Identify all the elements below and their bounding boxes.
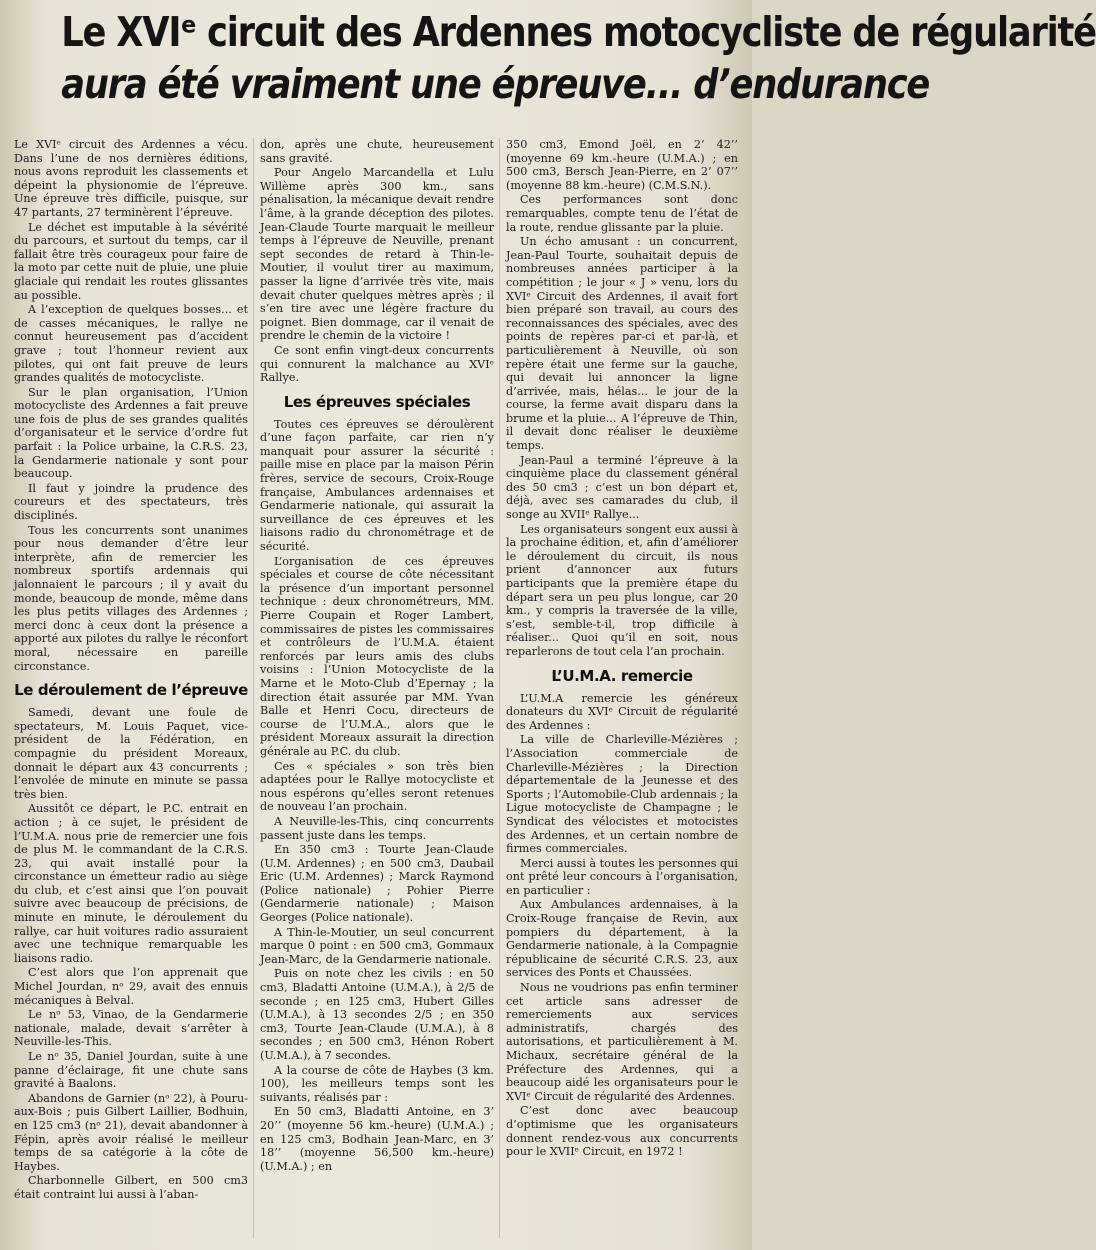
paragraph: Le déchet est imputable à la sévérité du parcours, et surtout du temps, car il fallait être très courageux pour faire de la moto par cette nuit de pluie, une pluie glaciale qui rendait les routes glissantes au possible. [14, 220, 248, 302]
column-divider [253, 138, 254, 1238]
paragraph: Un écho amusant : un concurrent, Jean-Paul Tourte, souhaitait depuis de nombreuses années participer à la compétition ; le jour « J » venu, lors du XVIᵉ Circuit des Ardennes, il avait fort bien préparé son travail, au cours des reconnaissances des spéciales, avec des points de repères par-ci et par-là, et particulièrement à Neuville, où son repère était une ferme sur la gauche, qui devait lui annoncer la ligne d’arrivée, mais, hélas... le jour de la course, la ferme avait disparu dans la brume et la pluie... A l’épreuve de Thin, il devait donc réaliser le deuxième temps. [506, 235, 738, 453]
paragraph: Il faut y joindre la prudence des coureurs et des spectateurs, très disciplinés. [14, 481, 248, 523]
paragraph: A la course de côte de Haybes (3 km. 100), les meilleurs temps sont les suivants, réalisés par : [260, 1063, 494, 1104]
paragraph: A l’exception de quelques bosses... et de casses mécaniques, le rallye ne connut heureusement pas d’accident grave ; tout l’honneur revient aux pilotes, qui ont fait preuve de leurs grandes qualités de motocycliste. [14, 303, 248, 385]
paragraph: A Neuville-les-This, cinq concurrents passent juste dans les temps. [260, 814, 494, 842]
paragraph: Ces « spéciales » son très bien adaptées pour le Rallye motocycliste et nous espérons qu’elles seront retenues de nouveau l’an prochain. [260, 759, 494, 814]
paragraph: Le XVIᵉ circuit des Ardennes a vécu. Dans l’une de nos dernières éditions, nous avons reproduit les classements et dépeint la physionomie de l’épreuve. Une épreuve très difficile, puisque, sur 47 partants, 27 terminèrent l’épreuve. [14, 138, 248, 219]
column-1 [14, 138, 248, 1246]
paragraph: Abandons de Garnier (nᵒ 22), à Pouru-aux-Bois ; puis Gilbert Laillier, Bodhuin, en 125 cm3 (nᵒ 21), devait abandonner à Fépin, après avoir réalisé le meilleur temps de sa catégorie à la côte de Haybes. [14, 1091, 248, 1173]
paragraph: Le nᵒ 53, Vinao, de la Gendarmerie nationale, malade, devait s’arrêter à Neuville-les-This. [14, 1008, 248, 1049]
paragraph: L’organisation de ces épreuves spéciales et course de côte nécessitant la présence d’un important personnel technique : deux chronométreurs, MM. Pierre Coupain et Roger Lambert, commissaires de pistes les commissaires et contrôleurs de l’U.M.A. étaient renforcés par leurs amis des clubs voisins : l’Union Motocycliste de la Marne et le Moto-Club d’Epernay ; la direction était assurée par MM. Yvan Balle et Henri Cocu, directeurs de course de l’U.M.A., alors que le président Moreaux assurait la direction générale au P.C. du club. [260, 554, 494, 758]
paragraph: La ville de Charleville-Mézières ; l’Association commerciale de Charleville-Mézières ; la Direction départementale de la Jeunesse et des Sports ; l’Automobile-Club ardennais ; la Ligue motocycliste de Champagne ; le Syndicat des vélocistes et motocistes des Ardennes, et un certain nombre de firmes commerciales. [506, 733, 738, 856]
paragraph: Le nᵒ 35, Daniel Jourdan, suite à une panne d’éclairage, fit une chute sans gravité à Baalons. [14, 1050, 248, 1091]
paragraph: Ces performances sont donc remarquables, compte tenu de l’état de la route, rendue glissante par la pluie. [506, 193, 738, 234]
section-heading: L’U.M.A. remercie [551, 666, 693, 685]
paragraph: Jean-Paul a terminé l’épreuve à la cinquième place du classement général des 50 cm3 ; c’est un bon départ et, déjà, avec ses camarades du club, il songe au XVIIᵉ Rallye... [506, 453, 738, 522]
paragraph: Aux Ambulances ardennaises, à la Croix-Rouge française de Revin, aux pompiers du département, à la Gendarmerie nationale, à la Compagnie républicaine de sécurité C.R.S. 23, aux services des Ponts et Chaussées. [506, 898, 738, 980]
column-2 [260, 138, 494, 1246]
section-heading: Les épreuves spéciales [283, 392, 471, 411]
paragraph: Aussitôt ce départ, le P.C. entrait en action ; à ce sujet, le président de l’U.M.A. nous prie de remercier une fois de plus M. le commandant de la C.R.S. 23, qui avait installé pour la circonstance un émetteur radio au siège du club, et c’est ainsi que l’on pouvait suivre avec beaucoup de précisions, de minute en minute, le déroulement du rallye, car huit voitures radio assuraient avec une technique remarquable les liaisons radio. [14, 802, 248, 965]
paragraph: C’est alors que l’on apprenait que Michel Jourdan, nᵒ 29, avait des ennuis mécaniques à Belval. [14, 966, 248, 1007]
column-3 [506, 138, 738, 1246]
headline-line-1: Le XVIᵉ circuit des Ardennes motocycliste de régularité [61, 8, 1096, 56]
column-divider [499, 138, 500, 1238]
paragraph: A Thin-le-Moutier, un seul concurrent marque 0 point : en 500 cm3, Gommaux Jean-Marc, de la Gendarmerie nationale. [260, 925, 494, 966]
headline-line-2: aura été vraiment une épreuve... d’endurance [61, 60, 930, 108]
section-heading: Le déroulement de l’épreuve [14, 681, 248, 700]
paragraph: Toutes ces épreuves se déroulèrent d’une façon parfaite, car rien n’y manquait pour assurer la sécurité : paille mise en place par la maison Périn frères, service de secours, Croix-Rouge française, Ambulances ardennaises et Gendarmerie nationale, qui assurait la surveillance de ces épreuves et les liaisons radio du chronométrage et de sécurité. [260, 417, 494, 554]
paragraph: C’est donc avec beaucoup d’optimisme que les organisateurs donnent rendez-vous aux concurrents pour le XVIIᵉ Circuit, en 1972 ! [506, 1104, 738, 1159]
paragraph: Samedi, devant une foule de spectateurs, M. Louis Paquet, vice-président de la Fédération, en compagnie du président Moreaux, donnait le départ aux 43 concurrents ; l’envolée de minute en minute se passa très bien. [14, 706, 248, 801]
paragraph: Pour Angelo Marcandella et Lulu Willème après 300 km., sans pénalisation, la mécanique devait rendre l’âme, à la grande déception des pilotes. Jean-Claude Tourte marquait le meilleur temps à l’épreuve de Neuville, prenant sept secondes de retard à Thin-le-Moutier, il voulut tirer au maximum, passer la ligne d’arrivée très vite, mais devait chuter quelques mètres après ; il s’en tire avec une légère fracture du poignet. Bien dommage, car il venait de prendre le chemin de la victoire ! [260, 166, 494, 343]
paragraph: En 50 cm3, Bladatti Antoine, en 3’ 20’’ (moyenne 56 km.-heure) (U.M.A.) ; en 125 cm3, Bodhain Jean-Marc, en 3’ 18’’ (moyenne 56,500 km.-heure) (U.M.A.) ; en [260, 1105, 494, 1173]
paragraph: L’U.M.A remercie les généreux donateurs du XVIᵉ Circuit de régularité des Ardennes : [506, 691, 738, 732]
paragraph: Sur le plan organisation, l’Union motocycliste des Ardennes a fait preuve une fois de plus de ses grandes qualités d’organisateur et le service d’ordre fut parfait : la Police urbaine, la C.R.S. 23, la Gendarmerie nationale y sont pour beaucoup. [14, 385, 248, 481]
paragraph: 350 cm3, Emond Joël, en 2’ 42’’ (moyenne 69 km.-heure (U.M.A.) ; en 500 cm3, Bersch Jean-Pierre, en 2’ 07’’ (moyenne 88 km.-heure) (C.M.S.N.). [506, 138, 738, 192]
paragraph: Ce sont enfin vingt-deux concurrents qui connurent la malchance au XVIᵉ Rallye. [260, 343, 494, 385]
paragraph: Merci aussi à toutes les personnes qui ont prêté leur concours à l’organisation, en particulier : [506, 856, 738, 897]
paragraph: Nous ne voudrions pas enfin terminer cet article sans adresser de remerciements aux services administratifs, chargés des autorisations, et particulièrement à M. Michaux, secrétaire général de la Préfecture des Ardennes, qui a beaucoup aidé les organisateurs pour le XVIᵉ Circuit de régularité des Ardennes. [506, 981, 738, 1103]
paragraph: Puis on note chez les civils : en 50 cm3, Bladatti Antoine (U.M.A.), à 2/5 de seconde ; en 125 cm3, Hubert Gilles (U.M.A.), à 13 secondes 2/5 ; en 350 cm3, Tourte Jean-Claude (U.M.A.), à 8 secondes ; en 500 cm3, Hénon Robert (U.M.A.), à 7 secondes. [260, 967, 494, 1062]
paragraph: En 350 cm3 : Tourte Jean-Claude (U.M. Ardennes) ; en 500 cm3, Daubail Eric (U.M. Ardennes) ; Marck Raymond (Police nationale) ; Pohier Pierre (Gendarmerie nationale) ; Maison Georges (Police nationale). [260, 843, 494, 925]
paragraph: don, après une chute, heureusement sans gravité. [260, 138, 494, 165]
paragraph: Charbonnelle Gilbert, en 500 cm3 était contraint lui aussi à l’aban- [14, 1174, 248, 1201]
headline [61, 6, 1096, 110]
paragraph: Les organisateurs songent eux aussi à la prochaine édition, et, afin d’améliorer le déroulement du circuit, ils nous prient d’annoncer aux futurs participants que la première étape du départ sera un peu plus longue, car 20 km., y compris la traversée de la ville, s’est, semble-t-il, trop difficile à réaliser... Quoi qu’il en soit, nous reparlerons de tout cela l’an prochain. [506, 522, 738, 658]
paragraph: Tous les concurrents sont unanimes pour nous demander d’être leur interprète, afin de remercier les nombreux sportifs ardennais qui jalonnaient le parcours ; il y avait du monde, beaucoup de monde, même dans les plus petits villages des Ardennes ; merci donc à ceux dont la présence a apporté aux pilotes du rallye le réconfort moral, nécessaire en pareille circonstance. [14, 523, 248, 673]
